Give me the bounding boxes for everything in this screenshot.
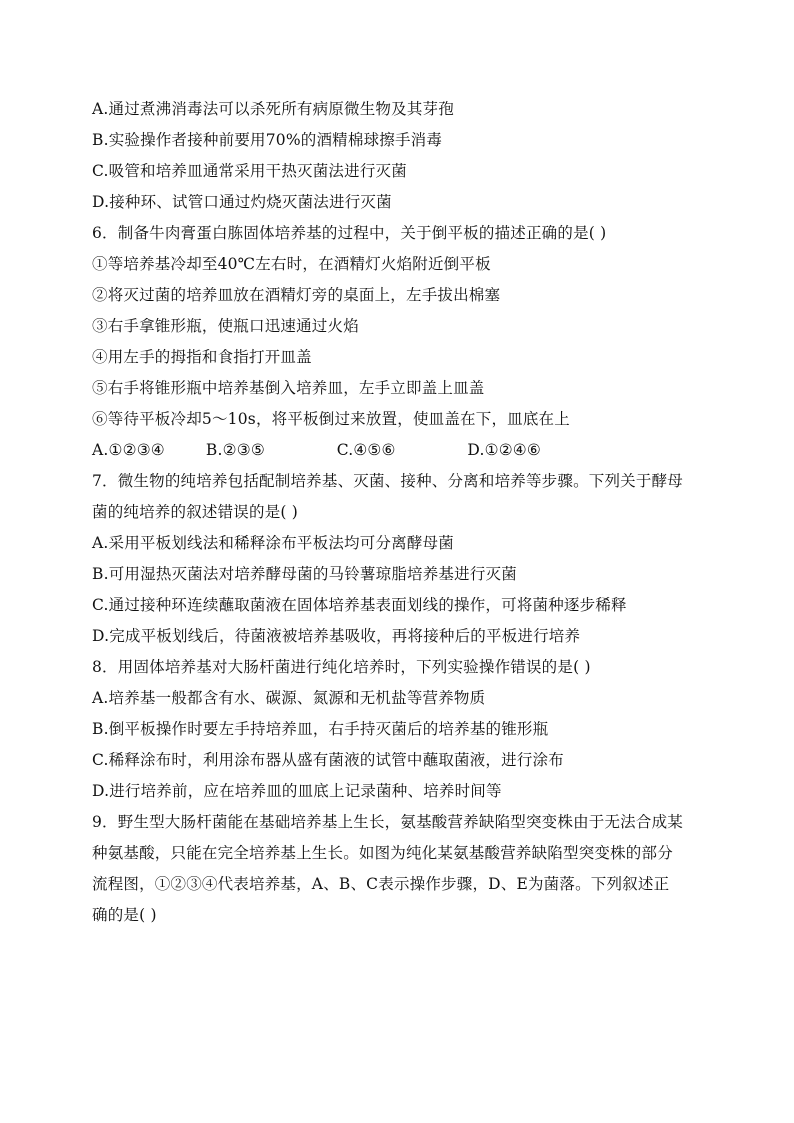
q9-stem-line-4: 确的是( ) (92, 906, 157, 924)
q6-step-4: ④用左手的拇指和食指打开皿盖 (92, 348, 312, 366)
q8-option-b: B.倒平板操作时要左手持培养皿，右手持灭菌后的培养基的锥形瓶 (92, 720, 549, 738)
q6-step-2: ②将灭过菌的培养皿放在酒精灯旁的桌面上，左手拔出棉塞 (92, 286, 501, 304)
q7-option-a: A.采用平板划线法和稀释涂布平板法均可分离酵母菌 (92, 534, 454, 552)
q5-option-d: D.接种环、试管口通过灼烧灭菌法进行灭菌 (92, 193, 392, 211)
q9-stem-line-2: 种氨基酸，只能在完全培养基上生长。如图为纯化某氨基酸营养缺陷型突变株的部分 (92, 844, 673, 862)
q5-option-c: C.吸管和培养皿通常采用干热灭菌法进行灭菌 (92, 162, 407, 180)
q6-stem: 6．制备牛肉膏蛋白胨固体培养基的过程中，关于倒平板的描述正确的是( ) (92, 224, 607, 242)
q6-step-5: ⑤右手将锥形瓶中培养基倒入培养皿，左手立即盖上皿盖 (92, 379, 485, 397)
q6-step-3: ③右手拿锥形瓶，使瓶口迅速通过火焰 (92, 317, 359, 335)
q7-stem-line-1: 7．微生物的纯培养包括配制培养基、灭菌、接种、分离和培养等步骤。下列关于酵母 (92, 472, 683, 490)
q6-step-6: ⑥等待平板冷却5～10s，将平板倒过来放置，使皿盖在下，皿底在上 (92, 410, 570, 428)
q8-option-d: D.进行培养前，应在培养皿的皿底上记录菌种、培养时间等 (92, 782, 502, 800)
q5-option-a: A.通过煮沸消毒法可以杀死所有病原微生物及其芽孢 (92, 100, 454, 118)
q9-stem-line-1: 9．野生型大肠杆菌能在基础培养基上生长，氨基酸营养缺陷型突变株由于无法合成某 (92, 813, 683, 831)
q8-option-a: A.培养基一般都含有水、碳源、氮源和无机盐等营养物质 (92, 689, 486, 707)
q8-stem: 8．用固体培养基对大肠杆菌进行纯化培养时，下列实验操作错误的是( ) (92, 658, 591, 676)
q7-option-d: D.完成平板划线后，待菌液被培养基吸收，再将接种后的平板进行培养 (92, 627, 581, 645)
q5-option-b: B.实验操作者接种前要用70%的酒精棉球擦手消毒 (92, 131, 443, 149)
q7-option-b: B.可用湿热灭菌法对培养酵母菌的马铃薯琼脂培养基进行灭菌 (92, 565, 517, 583)
q7-option-c: C.通过接种环连续蘸取菌液在固体培养基表面划线的操作，可将菌种逐步稀释 (92, 596, 627, 614)
q6-step-1: ①等培养基冷却至40℃左右时，在酒精灯火焰附近倒平板 (92, 255, 491, 273)
q9-stem-line-3: 流程图，①②③④代表培养基，A、B、C表示操作步骤，D、E为菌落。下列叙述正 (92, 875, 670, 893)
q8-option-c: C.稀释涂布时，利用涂布器从盛有菌液的试管中蘸取菌液，进行涂布 (92, 751, 564, 769)
question-text-body (92, 94, 712, 931)
q6-options: A.①②③④ B.②③⑤ C.④⑤⑥ D.①②④⑥ (92, 441, 541, 459)
q7-stem-line-2: 菌的纯培养的叙述错误的是( ) (92, 503, 299, 521)
